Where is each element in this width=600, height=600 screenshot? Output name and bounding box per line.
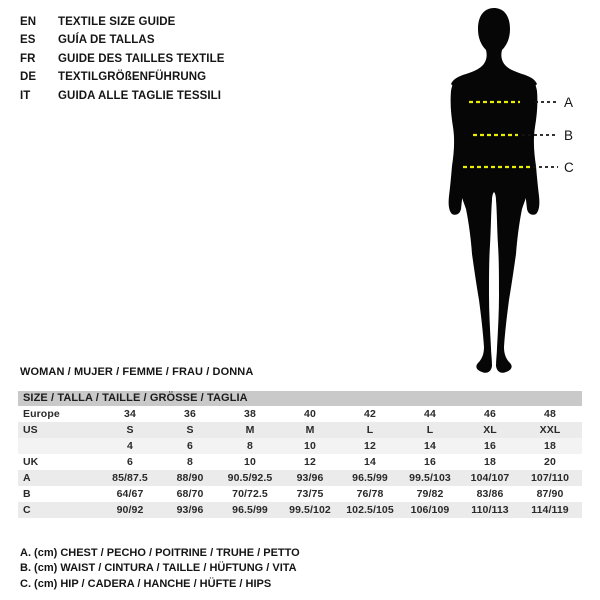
marker-label-a: A — [564, 95, 574, 110]
language-title-list — [20, 13, 225, 105]
size-cell: 20 — [544, 456, 556, 468]
size-cell: L — [426, 424, 434, 436]
table-row-europe — [18, 406, 582, 422]
size-cell: 12 — [364, 440, 376, 452]
marker-label-c: C — [564, 160, 574, 175]
table-row-chest — [18, 470, 582, 486]
size-table-header: SIZE / TALLA / TAILLE / GRÖSSE / TAGLIA — [18, 391, 582, 406]
size-cell: 6 — [127, 456, 133, 468]
row-label: US — [23, 424, 38, 436]
size-cell: 10 — [304, 440, 316, 452]
size-cell: S — [186, 424, 194, 436]
size-cell: S — [126, 424, 134, 436]
language-label: GUIDE DES TAILLES TEXTILE — [58, 52, 225, 65]
size-cell: 73/75 — [296, 488, 324, 500]
section-title-woman: WOMAN / MUJER / FEMME / FRAU / DONNA — [20, 366, 254, 378]
legend-chest: A. (cm) CHEST / PECHO / POITRINE / TRUHE / PETTO — [20, 547, 300, 559]
size-cell: 18 — [544, 440, 556, 452]
row-label: C — [23, 504, 31, 516]
size-cell: M — [305, 424, 315, 436]
measurement-legend — [20, 546, 300, 592]
table-row-us-numeric — [18, 438, 582, 454]
size-cell: 79/82 — [416, 488, 444, 500]
language-row-it — [20, 87, 225, 105]
size-cell: 76/78 — [356, 488, 384, 500]
size-table — [18, 391, 582, 518]
size-cell: 114/119 — [531, 504, 569, 516]
size-cell: 96.5/99 — [232, 504, 268, 516]
language-row-es — [20, 31, 225, 49]
size-cell: 110/113 — [471, 504, 509, 516]
language-code: FR — [20, 52, 36, 65]
size-cell: 90.5/92.5 — [227, 472, 273, 484]
size-cell: 46 — [484, 408, 496, 420]
size-cell: 88/90 — [176, 472, 204, 484]
size-cell: 40 — [304, 408, 316, 420]
size-cell: 10 — [244, 456, 256, 468]
table-row-waist — [18, 486, 582, 502]
size-cell: 96.5/99 — [352, 472, 388, 484]
size-cell: 16 — [424, 456, 436, 468]
size-cell: 4 — [127, 440, 133, 452]
row-label: Europe — [23, 408, 60, 420]
size-cell: 36 — [184, 408, 196, 420]
language-code: EN — [20, 16, 37, 28]
size-cell: XL — [483, 424, 497, 436]
legend-hip: C. (cm) HIP / CADERA / HANCHE / HÜFTE / HIPS — [20, 577, 272, 590]
size-cell: 83/86 — [476, 488, 504, 500]
size-cell: 70/72.5 — [232, 488, 268, 500]
size-cell: 93/96 — [296, 472, 324, 484]
table-row-us — [18, 422, 582, 438]
size-cell: 34 — [124, 408, 136, 420]
size-cell: 42 — [364, 408, 376, 420]
size-cell: 104/107 — [470, 472, 510, 484]
language-row-de — [20, 68, 225, 86]
size-cell: M — [245, 424, 255, 436]
size-cell: 14 — [364, 456, 376, 468]
row-label — [18, 438, 100, 454]
size-cell: 102.5/105 — [346, 504, 394, 516]
size-cell: 6 — [187, 440, 193, 452]
size-cell: 38 — [244, 408, 256, 420]
size-cell: L — [366, 424, 374, 436]
size-cell: XXL — [539, 424, 561, 436]
language-row-en — [20, 13, 225, 31]
size-cell: 44 — [424, 408, 436, 420]
size-cell: 14 — [424, 440, 436, 452]
size-cell: 107/110 — [530, 472, 570, 484]
size-cell: 87/90 — [536, 488, 564, 500]
language-label: TEXTILE SIZE GUIDE — [58, 16, 176, 28]
size-cell: 99.5/103 — [409, 472, 451, 484]
row-label: UK — [23, 456, 39, 468]
size-cell: 8 — [187, 456, 193, 468]
size-cell: 8 — [247, 440, 253, 452]
language-code: IT — [20, 89, 31, 102]
row-label: B — [23, 488, 31, 500]
size-cell: 85/87.5 — [112, 472, 148, 484]
size-cell: 106/109 — [410, 504, 450, 516]
marker-label-b: B — [564, 128, 574, 143]
language-label: GUÍA DE TALLAS — [58, 34, 155, 47]
language-row-fr — [20, 50, 225, 68]
size-cell: 48 — [544, 408, 556, 420]
language-label: GUIDA ALLE TAGLIE TESSILI — [58, 89, 222, 102]
table-row-uk — [18, 454, 582, 470]
language-label: TEXTILGRÖßENFÜHRUNG — [58, 71, 207, 84]
size-cell: 99.5/102 — [289, 504, 331, 516]
size-cell: 68/70 — [176, 488, 204, 500]
language-code: DE — [20, 71, 37, 84]
row-label: A — [23, 472, 31, 484]
size-cell: 64/67 — [116, 488, 144, 500]
language-code: ES — [20, 34, 36, 47]
table-row-hip — [18, 502, 582, 518]
size-cell: 90/92 — [116, 504, 144, 516]
size-cell: 93/96 — [176, 504, 204, 516]
female-silhouette-diagram — [425, 0, 600, 380]
female-silhouette — [451, 8, 537, 373]
size-cell: 12 — [304, 456, 316, 468]
legend-waist: B. (cm) WAIST / CINTURA / TAILLE / HÜFTUNG / VITA — [20, 562, 297, 575]
size-cell: 16 — [484, 440, 496, 452]
size-cell: 18 — [484, 456, 496, 468]
